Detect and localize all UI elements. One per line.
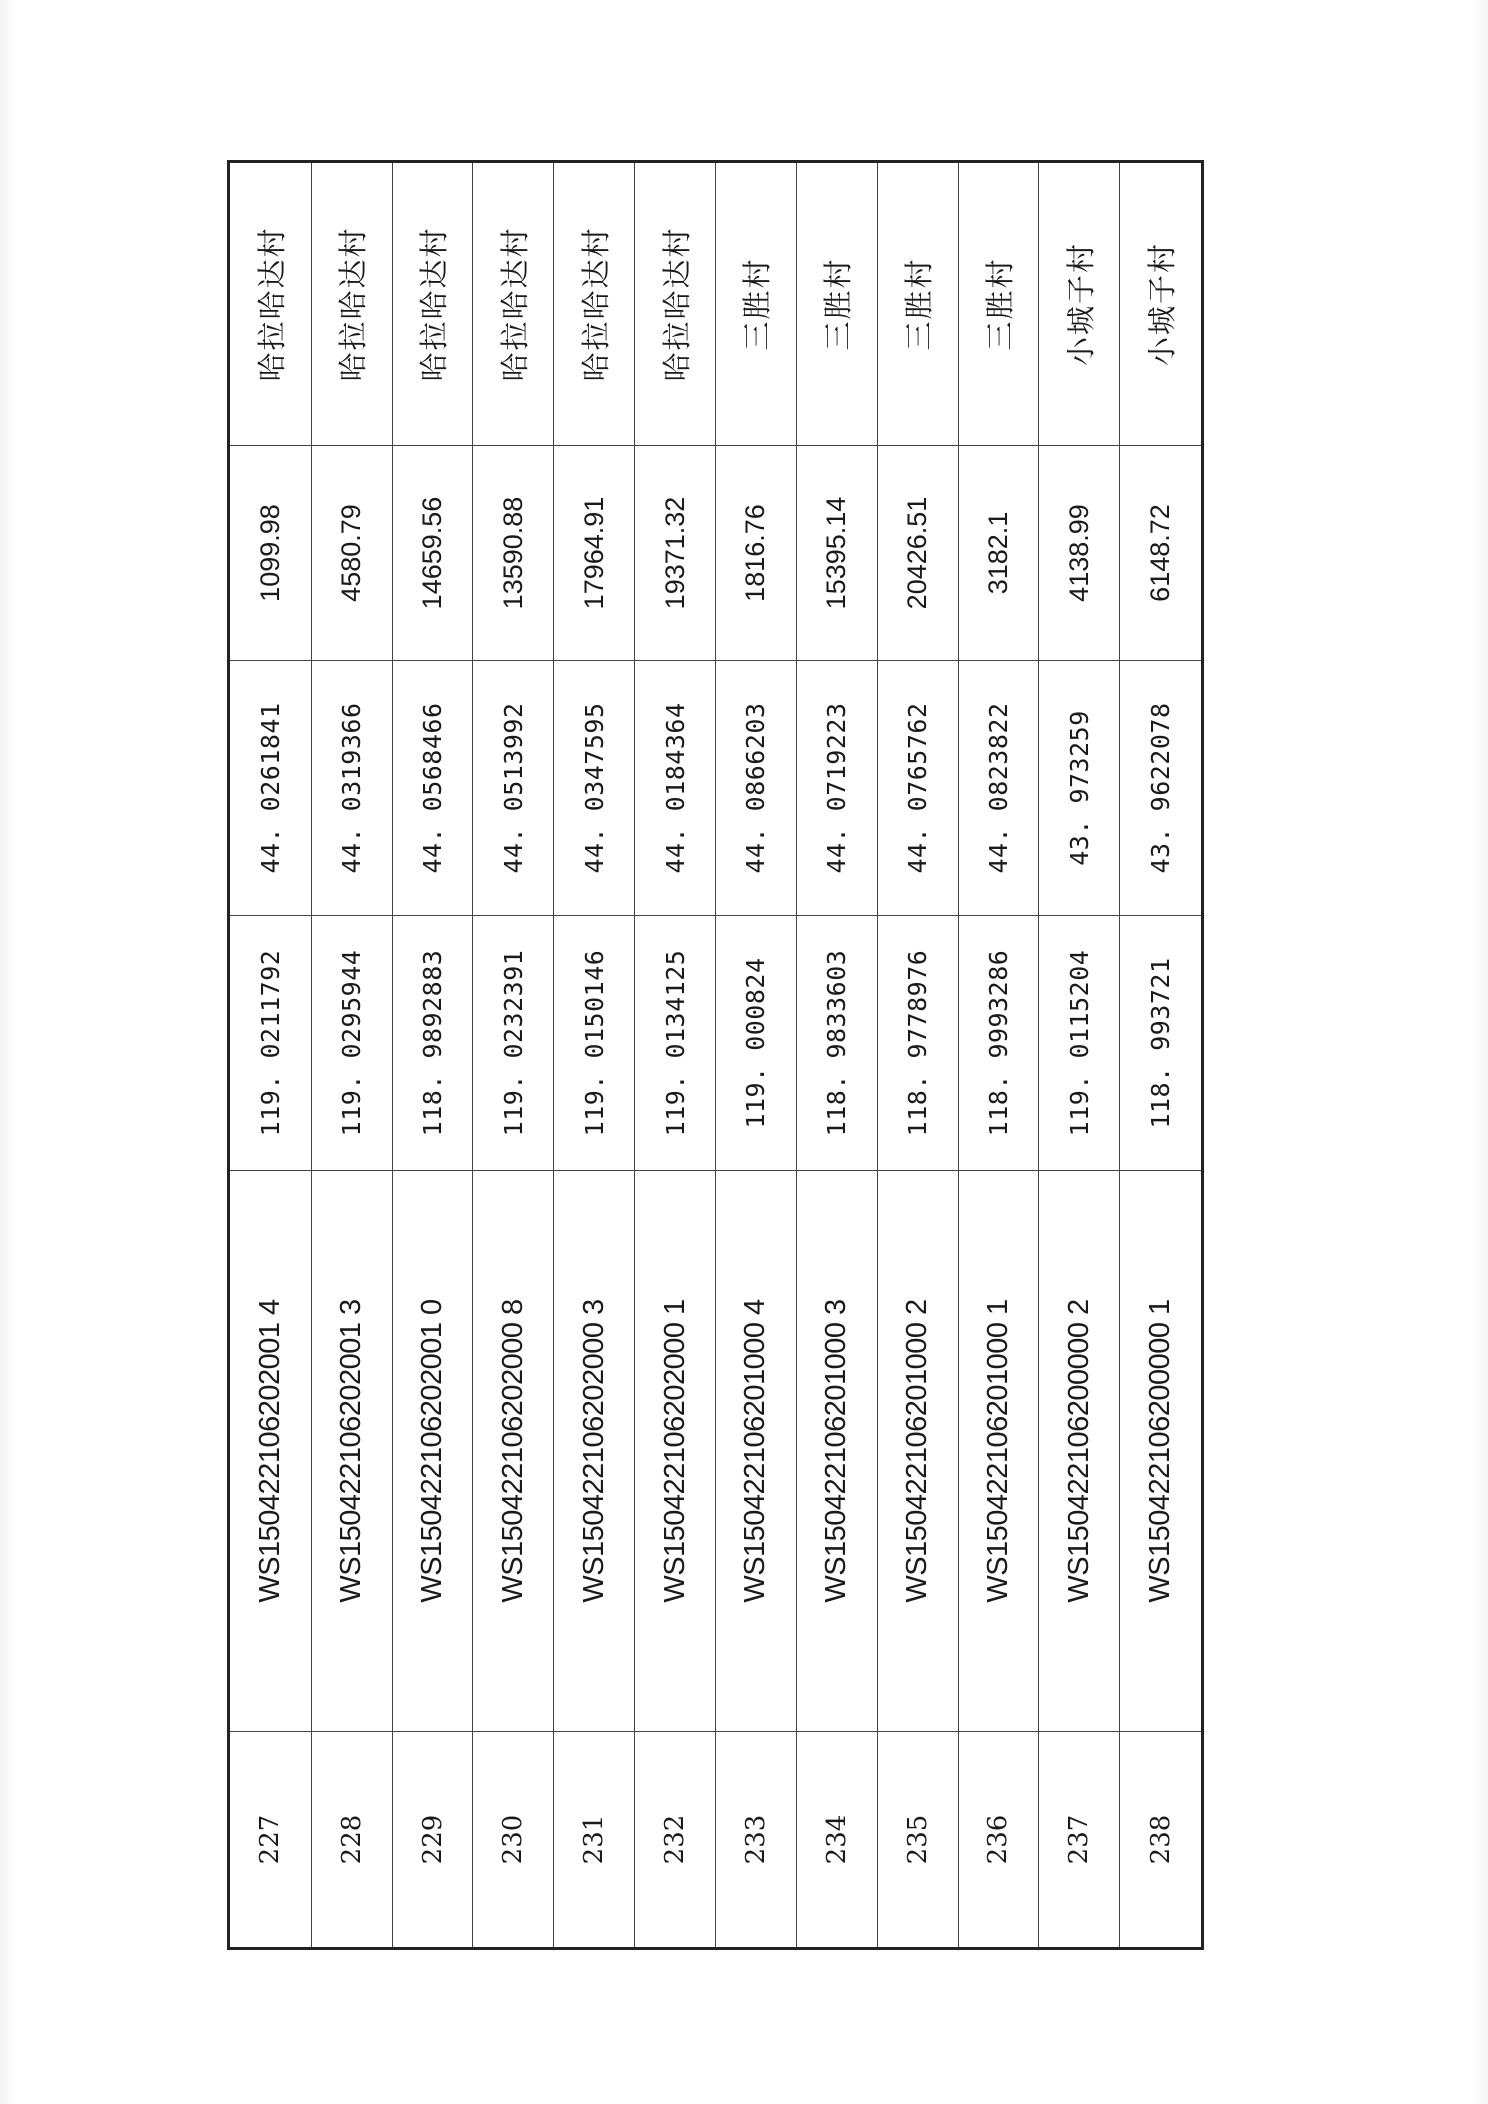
village-cell: 小城子村 [1039, 162, 1120, 446]
longitude-cell: 119. 0134125 [635, 916, 716, 1171]
records-table-body [229, 162, 1203, 1949]
latitude-cell: 44. 0261841 [229, 661, 312, 916]
area-cell: 4580.79 [311, 446, 392, 661]
table-row [958, 162, 1039, 1949]
table-row [229, 162, 312, 1949]
latitude-cell: 44. 0765762 [877, 661, 958, 916]
area-cell: 1816.76 [715, 446, 796, 661]
longitude-cell: 118. 9993286 [958, 916, 1039, 1171]
latitude-cell: 44. 0347595 [554, 661, 635, 916]
code-cell: WS150422106201000 3 [796, 1171, 877, 1732]
code-cell: WS150422106202001 0 [392, 1171, 473, 1732]
latitude-cell: 44. 0823822 [958, 661, 1039, 916]
code-cell: WS150422106201000 2 [877, 1171, 958, 1732]
longitude-cell: 119. 0232391 [473, 916, 554, 1171]
row-index-cell: 230 [473, 1732, 554, 1949]
area-cell: 20426.51 [877, 446, 958, 661]
row-index-cell: 237 [1039, 1732, 1120, 1949]
code-cell: WS150422106201000 4 [715, 1171, 796, 1732]
table-row [1120, 162, 1203, 1949]
code-cell: WS150422106200000 2 [1039, 1171, 1120, 1732]
table-row [554, 162, 635, 1949]
area-cell: 19371.32 [635, 446, 716, 661]
latitude-cell: 44. 0319366 [311, 661, 392, 916]
code-cell: WS150422106202000 1 [635, 1171, 716, 1732]
row-index-cell: 227 [229, 1732, 312, 1949]
row-index-cell: 235 [877, 1732, 958, 1949]
row-index-cell: 238 [1120, 1732, 1203, 1949]
village-cell: 哈拉哈达村 [311, 162, 392, 446]
longitude-cell: 118. 993721 [1120, 916, 1203, 1171]
village-cell: 哈拉哈达村 [473, 162, 554, 446]
village-cell: 哈拉哈达村 [635, 162, 716, 446]
area-cell: 1099.98 [229, 446, 312, 661]
longitude-cell: 118. 9833603 [796, 916, 877, 1171]
village-cell: 小城子村 [1120, 162, 1203, 446]
table-row [635, 162, 716, 1949]
row-index-cell: 233 [715, 1732, 796, 1949]
area-cell: 4138.99 [1039, 446, 1120, 661]
longitude-cell: 119. 000824 [715, 916, 796, 1171]
table-row [877, 162, 958, 1949]
village-cell: 哈拉哈达村 [392, 162, 473, 446]
code-cell: WS150422106202001 4 [229, 1171, 312, 1732]
latitude-cell: 43. 973259 [1039, 661, 1120, 916]
latitude-cell: 43. 9622078 [1120, 661, 1203, 916]
area-cell: 17964.91 [554, 446, 635, 661]
village-cell: 三胜村 [958, 162, 1039, 446]
village-cell: 三胜村 [796, 162, 877, 446]
village-cell: 三胜村 [715, 162, 796, 446]
row-index-cell: 231 [554, 1732, 635, 1949]
table-row [715, 162, 796, 1949]
area-cell: 13590.88 [473, 446, 554, 661]
table-row [796, 162, 877, 1949]
longitude-cell: 119. 0295944 [311, 916, 392, 1171]
code-cell: WS150422106200000 1 [1120, 1171, 1203, 1732]
code-cell: WS150422106201000 1 [958, 1171, 1039, 1732]
longitude-cell: 119. 0150146 [554, 916, 635, 1171]
table-row [392, 162, 473, 1949]
latitude-cell: 44. 0719223 [796, 661, 877, 916]
row-index-cell: 232 [635, 1732, 716, 1949]
area-cell: 3182.1 [958, 446, 1039, 661]
row-index-cell: 234 [796, 1732, 877, 1949]
code-cell: WS150422106202000 3 [554, 1171, 635, 1732]
code-cell: WS150422106202000 8 [473, 1171, 554, 1732]
row-index-cell: 229 [392, 1732, 473, 1949]
village-cell: 哈拉哈达村 [554, 162, 635, 446]
latitude-cell: 44. 0866203 [715, 661, 796, 916]
row-index-cell: 236 [958, 1732, 1039, 1949]
records-table [227, 160, 1204, 1950]
table-row [1039, 162, 1120, 1949]
latitude-cell: 44. 0184364 [635, 661, 716, 916]
table-row [473, 162, 554, 1949]
area-cell: 15395.14 [796, 446, 877, 661]
row-index-cell: 228 [311, 1732, 392, 1949]
village-cell: 三胜村 [877, 162, 958, 446]
longitude-cell: 119. 0115204 [1039, 916, 1120, 1171]
longitude-cell: 118. 9778976 [877, 916, 958, 1171]
latitude-cell: 44. 0568466 [392, 661, 473, 916]
longitude-cell: 118. 9892883 [392, 916, 473, 1171]
area-cell: 6148.72 [1120, 446, 1203, 661]
area-cell: 14659.56 [392, 446, 473, 661]
latitude-cell: 44. 0513992 [473, 661, 554, 916]
table-row [311, 162, 392, 1949]
records-table-container [227, 163, 1204, 1950]
longitude-cell: 119. 0211792 [229, 916, 312, 1171]
code-cell: WS150422106202001 3 [311, 1171, 392, 1732]
village-cell: 哈拉哈达村 [229, 162, 312, 446]
